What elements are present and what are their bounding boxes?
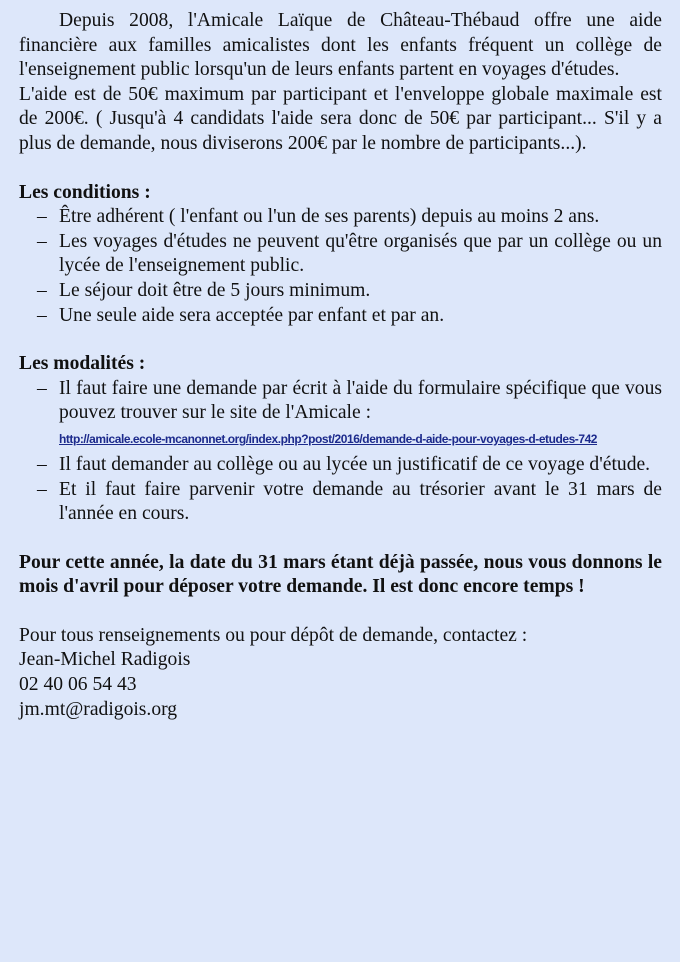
contact-block — [19, 624, 662, 722]
intro-paragraph-2: L'aide est de 50€ maximum par participant et l'enveloppe globale maximale est de 200€. ( Jusqu'à 4 candidats l'aide sera donc de 50€ par participant... S'il y a plus de demande, nous diviserons 200€ par le nombre de participants...). — [19, 83, 662, 154]
contact-email: jm.mt@radigois.org — [19, 698, 178, 720]
conditions-list — [19, 205, 662, 328]
modalites-item-text: Il faut faire une demande par écrit à l'aide du formulaire spécifique que vous pouvez trouver sur le site de l'Amicale : — [59, 377, 662, 424]
modalites-list — [19, 377, 662, 426]
conditions-item-text: Une seule aide sera acceptée par enfant et par an. — [59, 304, 445, 326]
contact-name: Jean-Michel Radigois — [19, 649, 191, 671]
intro-paragraph-1: Depuis 2008, l'Amicale Laïque de Château-Thébaud offre une aide financière aux familles amicalistes dont les enfants fréquent un collège de l'enseignement public lorsqu'un de leurs enfants partent en voyages d'études. — [19, 10, 662, 81]
modalites-item — [37, 478, 662, 527]
modalites-item-text: Et il faut faire parvenir votre demande au trésorier avant le 31 mars de l'année en cours. — [59, 478, 662, 525]
conditions-item-text: Être adhérent ( l'enfant ou l'un de ses parents) depuis au moins 2 ans. — [59, 206, 600, 228]
conditions-heading: Les conditions : — [19, 181, 151, 203]
spacer — [19, 328, 662, 352]
conditions-item-text: Le séjour doit être de 5 jours minimum. — [59, 279, 371, 301]
dash-bullet: – — [37, 206, 47, 228]
conditions-item — [37, 230, 662, 279]
contact-phone: 02 40 06 54 43 — [19, 674, 137, 696]
dash-bullet: – — [37, 377, 47, 399]
conditions-item-text: Les voyages d'études ne peuvent qu'être organisés que par un collège ou un lycée de l'enseignement public. — [59, 230, 662, 277]
modalites-item — [37, 453, 662, 478]
form-link[interactable]: http://amicale.ecole-mcanonnet.org/index.php?post/2016/demande-d-aide-pour-voyages-d-etudes-742 — [59, 431, 598, 446]
spacer — [19, 157, 662, 181]
modalites-item-text: Il faut demander au collège ou au lycée un justificatif de ce voyage d'étude. — [59, 453, 651, 475]
spacer — [19, 527, 662, 551]
dash-bullet: – — [37, 478, 47, 500]
contact-intro: Pour tous renseignements ou pour dépôt de demande, contactez : — [19, 624, 528, 646]
conditions-item — [37, 304, 662, 329]
form-link-line — [19, 426, 662, 453]
conditions-item — [37, 205, 662, 230]
dash-bullet: – — [37, 279, 47, 301]
modalites-list-continued — [19, 453, 662, 527]
dash-bullet: – — [37, 453, 47, 475]
spacer — [19, 600, 662, 624]
conditions-item — [37, 279, 662, 304]
notice-paragraph: Pour cette année, la date du 31 mars étant déjà passée, nous vous donnons le mois d'avril pour déposer votre demande. Il est donc encore temps ! — [19, 551, 662, 598]
modalites-heading: Les modalités : — [19, 353, 146, 375]
dash-bullet: – — [37, 230, 47, 252]
dash-bullet: – — [37, 304, 47, 326]
modalites-item — [37, 377, 662, 426]
